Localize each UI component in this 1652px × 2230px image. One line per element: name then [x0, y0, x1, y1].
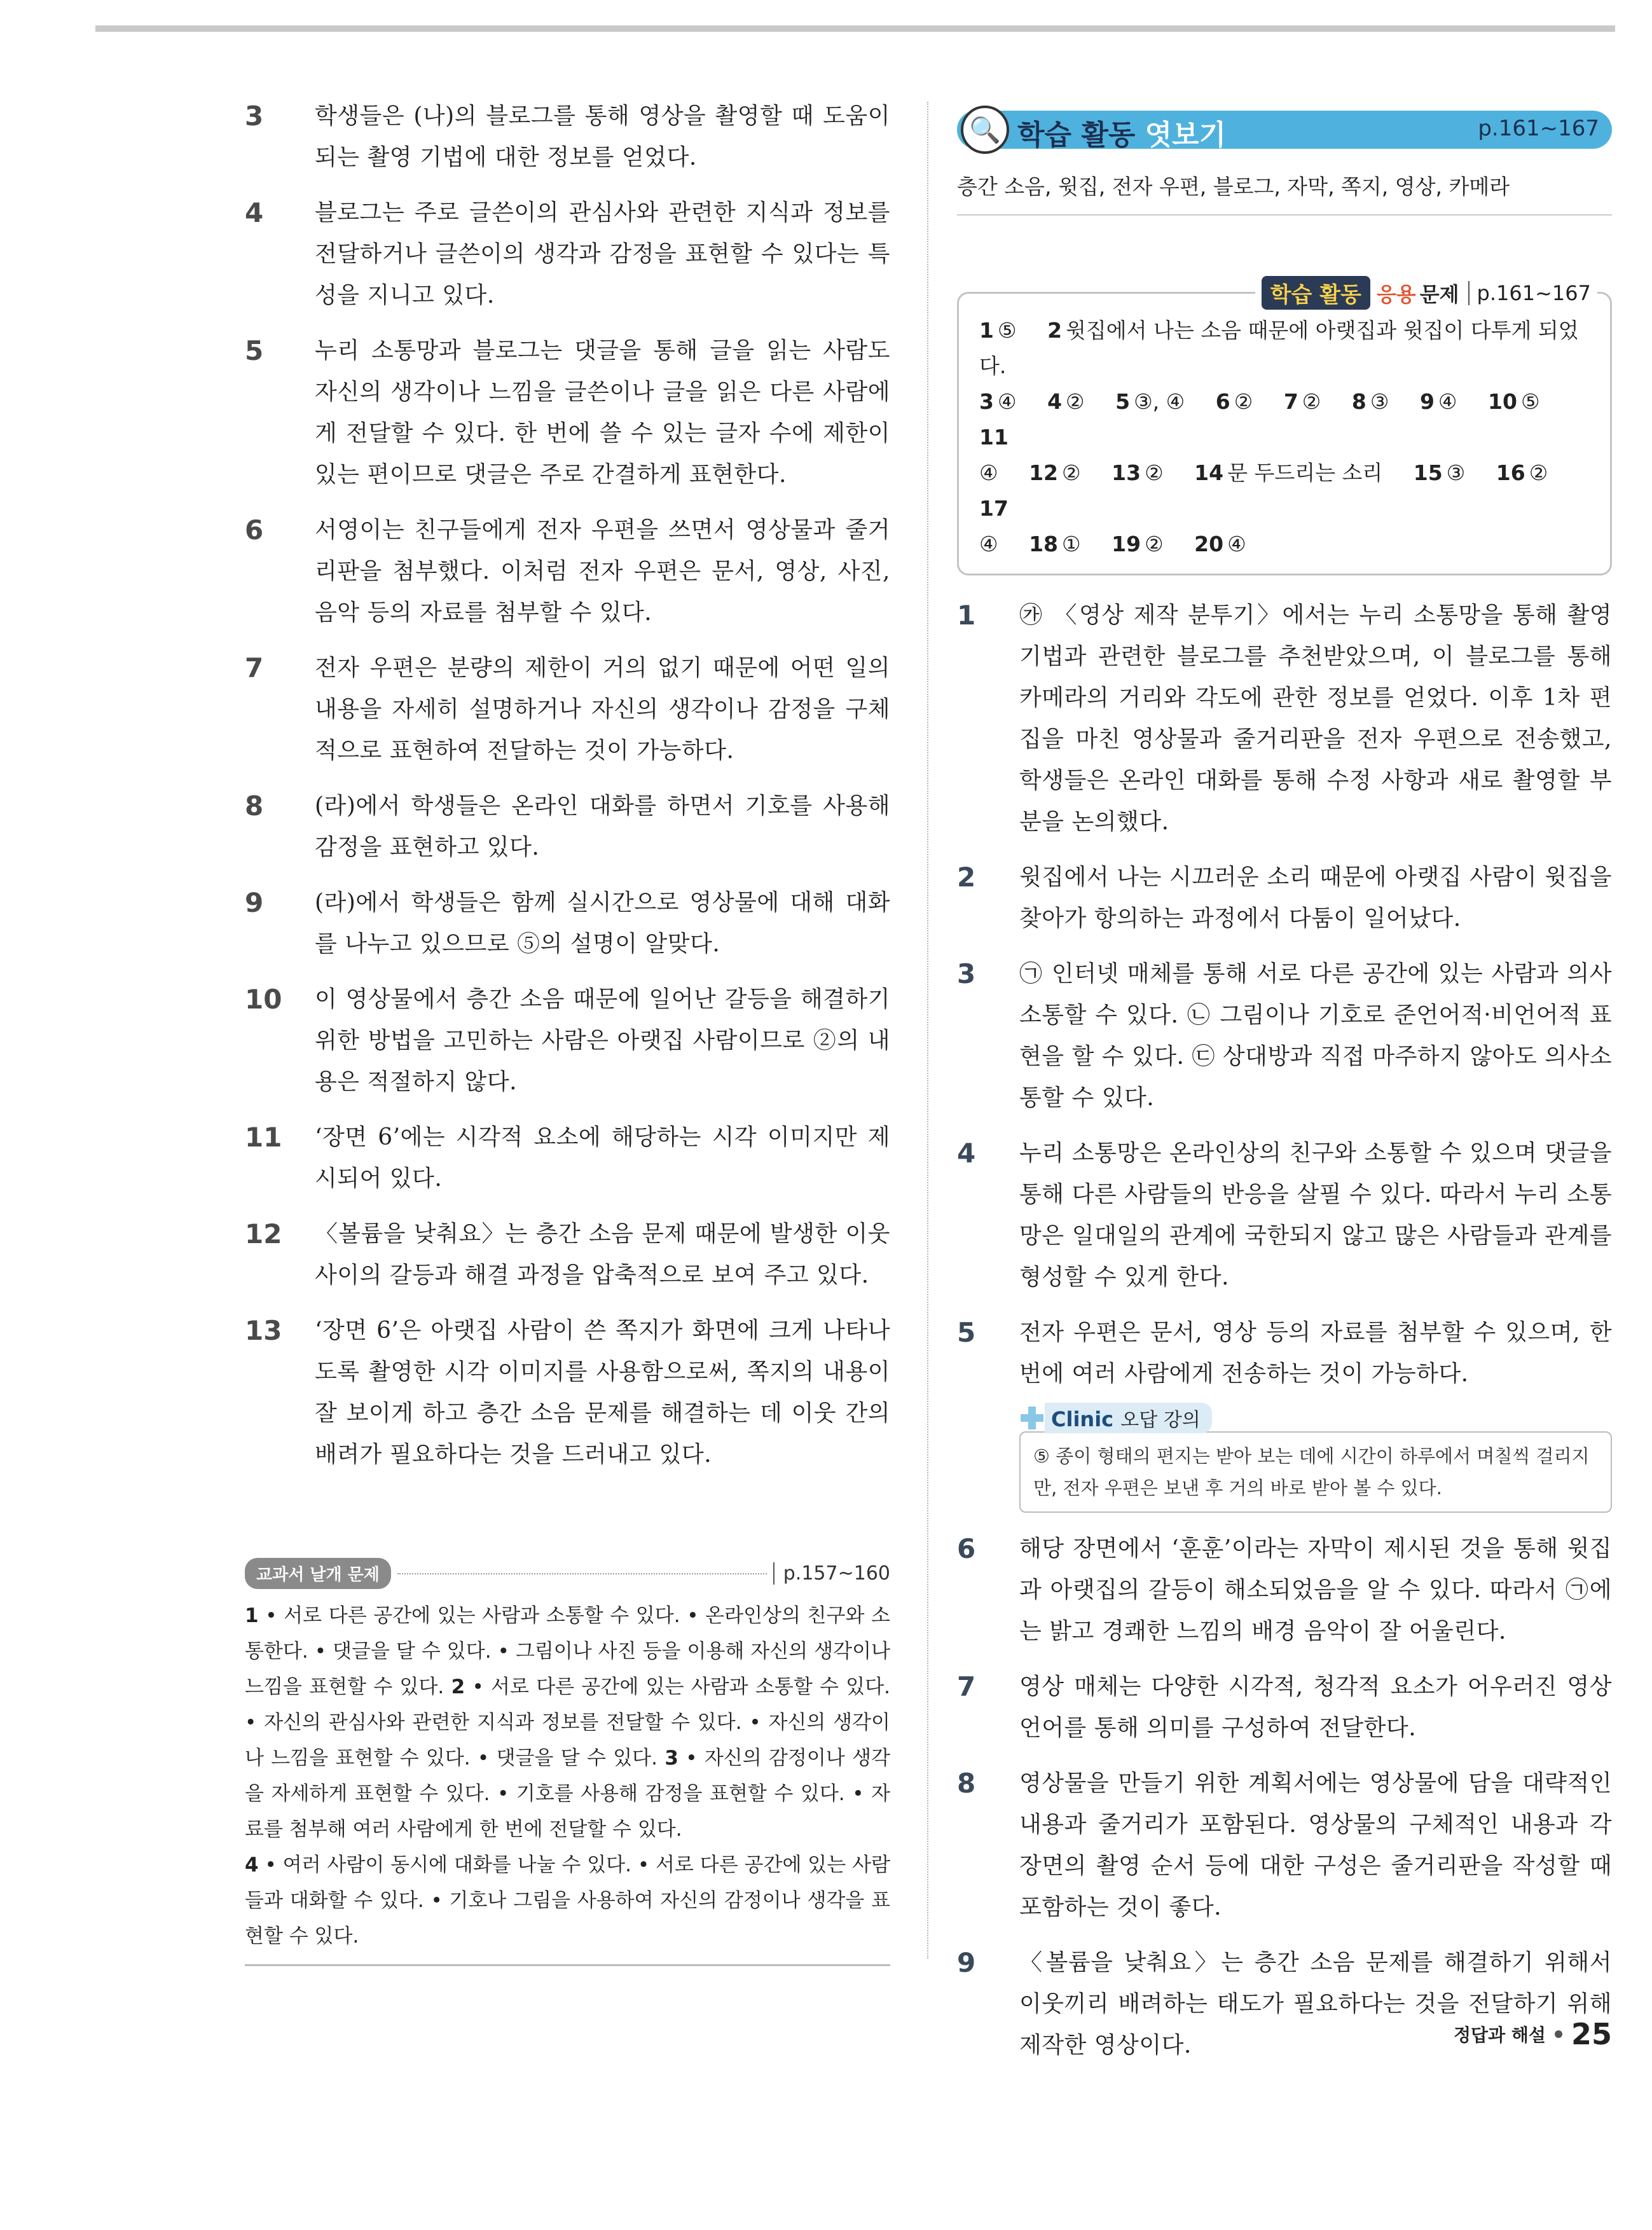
answer-value: ② [1529, 460, 1548, 485]
magnifier-icon: 🔍 [961, 106, 1009, 154]
answer-value: ② [1066, 389, 1085, 414]
item-number: 7 [245, 652, 264, 684]
item-text: 누리 소통망과 블로그는 댓글을 통해 글을 읽는 사람도 자신의 생각이나 느낌을 글쓴이나 글을 읽은 다른 사람에게 전달할 수 있다. 한 번에 쓸 수 있는 글자 수에 제한이 있는 편이므로 댓글은 주로 간결하게 표현한다. [315, 338, 890, 488]
explanation-item [245, 785, 890, 868]
item-text: 〈볼륨을 낮춰요〉는 층간 소음 문제 때문에 발생한 이웃 사이의 갈등과 해결 과정을 압축적으로 보여 주고 있다. [315, 1221, 890, 1288]
item-text: 해당 장면에서 ‘훈훈’이라는 자막이 제시된 것을 통해 윗집과 아랫집의 갈등이 해소되었음을 알 수 있다. 따라서 ㉠에는 밝고 경쾌한 느낌의 배경 음악이 잘 어울린다. [1019, 1536, 1612, 1644]
explanation-item [245, 95, 890, 178]
wing-number: 4 [245, 1854, 259, 1876]
explanation-item [245, 647, 890, 771]
answer-number: 9 [1419, 389, 1435, 414]
answer-value: ④ [979, 460, 998, 485]
left-column [245, 95, 890, 1489]
page-footer [1454, 2017, 1612, 2051]
answer-number: 2 [1047, 318, 1063, 343]
answer-value: ⑤ [1520, 389, 1540, 414]
item-text: 영상물을 만들기 위한 계획서에는 영상물에 담을 대략적인 내용과 줄거리가 포함된다. 영상물의 구체적인 내용과 각 장면의 촬영 순서 등에 대한 구성은 줄거리판을 작성할 때 포함하는 것이 좋다. [1019, 1770, 1612, 1920]
explanation-item [245, 192, 890, 316]
item-text: 이 영상물에서 층간 소음 때문에 일어난 갈등을 해결하기 위한 방법을 고민하는 사람은 아랫집 사람이므로 ②의 내용은 적절하지 않다. [315, 986, 890, 1095]
item-number: 6 [245, 514, 264, 546]
answer-number: 5 [1115, 389, 1131, 414]
clinic-title [1045, 1403, 1212, 1433]
preview-title-b: 엿보기 [1135, 119, 1227, 151]
explanation-item [957, 1132, 1612, 1298]
answer-value: 윗집에서 나는 소음 때문에 아랫집과 윗집이 다투게 되었다. [979, 318, 1579, 378]
column-divider [927, 102, 928, 1958]
answer-number: 18 [1029, 532, 1059, 556]
item-number: 13 [245, 1315, 282, 1346]
answer-type-word: 문제 [1419, 282, 1459, 306]
explanation-item [957, 857, 1612, 939]
answer-value: ② [1234, 389, 1253, 414]
clinic-header [1019, 1405, 1612, 1431]
wing-number: 2 [451, 1676, 465, 1698]
answer-number: 13 [1112, 460, 1141, 485]
explanation-item [245, 1117, 890, 1199]
wing-text: • 서로 다른 공간에 있는 사람과 소통할 수 있다. • 온라인상의 친구와 소통한다. • 댓글을 달 수 있다. • 그림이나 사진 등을 이용해 자신의 생각이나 느낌을 표현할 수 있다. [245, 1604, 890, 1698]
wing-text: • 자신의 감정이나 생각을 자세하게 표현할 수 있다. • 기호를 사용해 감정을 표현할 수 있다. • 자료를 첨부해 여러 사람에게 한 번에 전달할 수 있다. [245, 1747, 890, 1841]
preview-title [1017, 112, 1226, 153]
item-text: (라)에서 학생들은 온라인 대화를 하면서 기호를 사용해 감정을 표현하고 있다. [315, 793, 890, 860]
item-number: 11 [245, 1122, 282, 1153]
item-number: 12 [245, 1218, 282, 1249]
answer-number: 17 [979, 496, 1008, 521]
item-text: 블로그는 주로 글쓴이의 관심사와 관련한 지식과 정보를 전달하거나 글쓴이의 생각과 감정을 표현할 수 있다는 특성을 지니고 있다. [315, 200, 890, 308]
item-text: (라)에서 학생들은 함께 실시간으로 영상물에 대해 대화를 나누고 있으므로 ⑤의 설명이 알맞다. [315, 890, 890, 957]
wing-text: • 서로 다른 공간에 있는 사람과 소통할 수 있다. • 자신의 관심사와 관련한 지식과 정보를 전달할 수 있다. • 자신의 생각이나 느낌을 표현할 수 있다. • 댓글을 달 수 있다. [245, 1676, 891, 1770]
top-rule [95, 25, 1615, 32]
item-number: 9 [245, 887, 264, 918]
item-text: ㉠ 인터넷 매체를 통해 서로 다른 공간에 있는 사람과 의사소통할 수 있다. ㉡ 그림이나 기호로 준언어적·비언어적 표현을 할 수 있다. ㉢ 상대방과 직접 마주하지 않아도 의사소통할 수 있다. [1019, 961, 1613, 1111]
answer-key-body [979, 313, 1596, 562]
answer-value: ② [1062, 460, 1081, 485]
item-text: 서영이는 친구들에게 전자 우편을 쓰면서 영상물과 줄거리판을 첨부했다. 이처럼 전자 우편은 문서, 영상, 사진, 음악 등의 자료를 첨부할 수 있다. [315, 517, 890, 626]
answer-number: 12 [1029, 460, 1059, 485]
answer-value: ③ [1370, 389, 1389, 414]
explanation-item [245, 1310, 890, 1475]
item-text: 누리 소통망은 온라인상의 친구와 소통할 수 있으며 댓글을 통해 다른 사람들의 반응을 살필 수 있다. 따라서 누리 소통망은 일대일의 관계에 국한되지 않고 많은 사람들과 관계를 형성할 수 있게 한다. [1019, 1140, 1612, 1290]
answer-number: 7 [1283, 389, 1298, 414]
activity-preview-header [957, 107, 1612, 158]
answer-line [979, 527, 1596, 562]
explanation-item [957, 595, 1612, 843]
explanation-item [957, 1312, 1612, 1394]
answer-value: ① [1062, 532, 1081, 556]
preview-page-ref: p.161~167 [1478, 116, 1599, 141]
textbook-wing-box [245, 1558, 890, 1966]
footer-label: 정답과 해설 [1453, 2025, 1546, 2046]
clinic-title-word: Clinic [1051, 1407, 1114, 1431]
wing-bottom-rule [245, 1964, 890, 1966]
preview-title-a: 학습 활동 [1017, 119, 1136, 151]
wing-text: • 여러 사람이 동시에 대화를 나눌 수 있다. • 서로 다른 공간에 있는 사람들과 대화할 수 있다. • 기호나 그림을 사용하여 자신의 감정이나 생각을 표현할 수 있다. [245, 1854, 890, 1948]
explanation-item [957, 1666, 1612, 1749]
preview-keywords: 층간 소음, 윗집, 전자 우편, 블로그, 자막, 쪽지, 영상, 카메라 [957, 170, 1612, 216]
answer-value: ③ [1446, 460, 1466, 485]
answer-line [979, 455, 1596, 527]
answer-number: 10 [1488, 389, 1517, 414]
wing-number: 3 [664, 1747, 678, 1770]
answer-key-header [1255, 276, 1597, 310]
page-number: 25 [1571, 2017, 1612, 2051]
explanation-item [245, 882, 890, 965]
item-number: 3 [245, 100, 264, 132]
answer-value: ④ [997, 389, 1017, 414]
item-text: 윗집에서 나는 시끄러운 소리 때문에 아랫집 사람이 윗집을 찾아가 항의하는 과정에서 다툼이 일어났다. [1019, 864, 1612, 932]
item-number: 4 [957, 1138, 976, 1169]
answer-number: 16 [1496, 460, 1525, 485]
right-explanations [957, 595, 1612, 2066]
answer-number: 4 [1047, 389, 1063, 414]
explanation-item [245, 979, 890, 1103]
answer-value: ③, ④ [1134, 389, 1185, 414]
answer-number: 8 [1351, 389, 1366, 414]
wing-number: 1 [245, 1604, 259, 1627]
answer-value: ② [1145, 460, 1164, 485]
wing-tag: 교과서 날개 문제 [245, 1558, 391, 1589]
wing-page-ref: p.157~160 [773, 1562, 890, 1585]
item-text: ‘장면 6’은 아랫집 사람이 쓴 쪽지가 화면에 크게 나타나도록 촬영한 시각 이미지를 사용함으로써, 쪽지의 내용이 잘 보이게 하고 층간 소음 문제를 해결하는 데 이웃 간의 배려가 필요하다는 것을 드러내고 있다. [315, 1318, 891, 1468]
clinic-subtitle: 오답 강의 [1120, 1409, 1201, 1431]
clinic-box [1019, 1405, 1612, 1513]
item-number: 5 [957, 1317, 976, 1348]
answer-number: 1 [979, 318, 994, 343]
answer-number: 15 [1413, 460, 1443, 485]
answer-value: ④ [1438, 389, 1457, 414]
item-number: 10 [245, 984, 282, 1015]
answer-value: ② [1302, 389, 1321, 414]
item-number: 8 [245, 790, 264, 822]
explanation-item [957, 1528, 1612, 1652]
answer-number: 19 [1112, 532, 1141, 556]
item-text: 영상 매체는 다양한 시각적, 청각적 요소가 어우러진 영상 언어를 통해 의미를 구성하여 전달한다. [1019, 1674, 1612, 1741]
answer-value: 문 두드리는 소리 [1227, 460, 1383, 485]
clinic-text: ⑤ 종이 형태의 편지는 받아 보는 데에 시간이 하루에서 며칠씩 걸리지만, 전자 우편은 보낸 후 거의 바로 받아 볼 수 있다. [1019, 1431, 1612, 1513]
answer-value: ⑤ [997, 318, 1017, 343]
item-text: 〈볼륨을 낮춰요〉는 층간 소음 문제를 해결하기 위해서 이웃끼리 배려하는 태도가 필요하다는 것을 전달하기 위해 제작한 영상이다. [1019, 1950, 1612, 2058]
explanation-item [245, 1213, 890, 1296]
answer-page-ref: p.161~167 [1468, 281, 1591, 305]
item-text: 학생들은 (나)의 블로그를 통해 영상을 촬영할 때 도움이 되는 촬영 기법에 대한 정보를 얻었다. [315, 103, 890, 170]
item-text: ㉮ 〈영상 제작 분투기〉에서는 누리 소통망을 통해 촬영 기법과 관련한 블로그를 추천받았으며, 이 블로그를 통해 카메라의 거리와 각도에 관한 정보를 얻었다. 이후 1차 편집을 마친 영상물과 줄거리판을 전자 우편으로 전송했고, 학생들은 온라인 대화를 통해 수정 사항과 새로 촬영할 부분을 논의했다. [1019, 602, 1612, 835]
item-number: 5 [245, 335, 264, 366]
explanation-item [957, 1763, 1612, 1928]
item-number: 2 [957, 862, 976, 893]
answer-value: ④ [1227, 532, 1246, 556]
answer-value: ④ [979, 532, 998, 556]
item-number: 6 [957, 1533, 976, 1564]
wing-header [245, 1558, 890, 1589]
item-text: 전자 우편은 문서, 영상 등의 자료를 첨부할 수 있으며, 한 번에 여러 사람에게 전송하는 것이 가능하다. [1019, 1319, 1612, 1387]
wing-dotted-rule [397, 1573, 767, 1574]
wing-body [245, 1598, 890, 1954]
right-column [957, 107, 1612, 2080]
explanation-item [245, 330, 890, 495]
item-number: 3 [957, 958, 976, 989]
answer-line [979, 313, 1596, 384]
explanation-item [957, 953, 1612, 1118]
answer-number: 20 [1194, 532, 1224, 556]
answer-number: 6 [1215, 389, 1230, 414]
bullet-icon [1555, 2030, 1562, 2038]
answer-number: 14 [1194, 460, 1224, 485]
item-text: 전자 우편은 분량의 제한이 거의 없기 때문에 어떤 일의 내용을 자세히 설명하거나 자신의 생각이나 감정을 구체적으로 표현하여 전달하는 것이 가능하다. [315, 655, 890, 764]
item-number: 7 [957, 1671, 976, 1702]
item-number: 4 [245, 197, 264, 228]
answer-key-box [957, 280, 1612, 575]
answer-type: 응용 [1376, 282, 1416, 306]
answer-number: 3 [979, 389, 994, 414]
answer-tag: 학습 활동 [1262, 276, 1370, 310]
answer-line [979, 384, 1596, 455]
explanation-item [245, 509, 890, 633]
item-text: ‘장면 6’에는 시각적 요소에 해당하는 시각 이미지만 제시되어 있다. [315, 1124, 890, 1192]
item-number: 9 [957, 1947, 976, 1978]
item-number: 8 [957, 1768, 976, 1799]
answer-value: ② [1145, 532, 1164, 556]
answer-number: 11 [979, 425, 1008, 450]
item-number: 1 [957, 600, 976, 631]
plus-icon [1019, 1405, 1045, 1431]
